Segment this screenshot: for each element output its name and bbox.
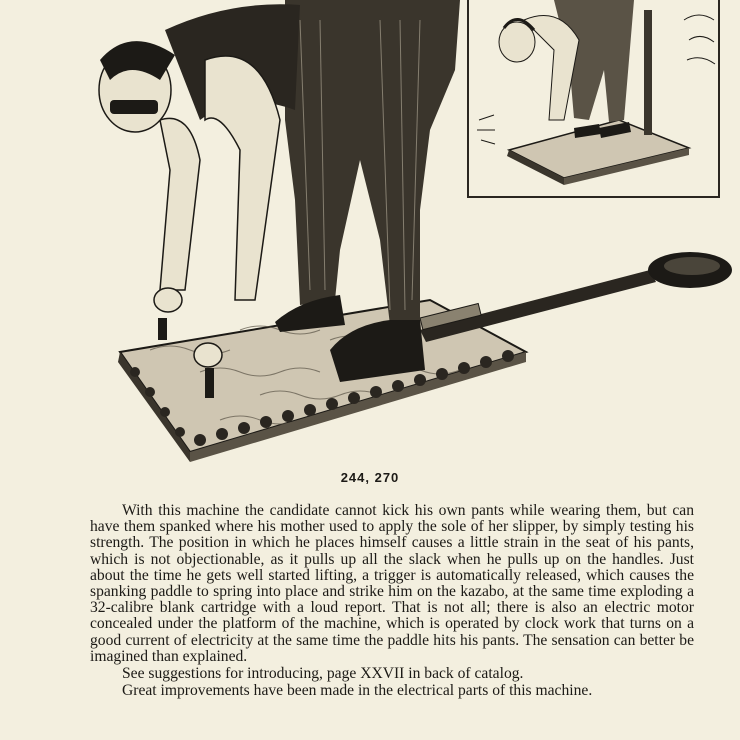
improvement-line: Great improvements have been made in the electrical parts of this machine. (122, 682, 593, 700)
inset-illustration (467, 0, 720, 198)
description-text (90, 503, 694, 699)
inset-man (499, 0, 634, 138)
suggestion-line: See suggestions for introducing, page XXVII in back of catalog. (122, 665, 524, 683)
figure-caption: 244, 270 (340, 470, 400, 485)
main-paragraph: With this machine the candidate cannot kick his own pants while wearing them, but can have them spanked where his mother used to apply the sole of her slipper, by simply testing his strength. The position in which he places himself causes a little strain in the seat of his pants, which is not objectionable, as it pulls up all the slack when he pulls up on the handles. Just about the time he gets well started lifting, a trigger is automatically released, which causes the spanking paddle to spring into place and strike him on the kazabo, at the same time exploding a 32-calibre blank cartridge with a loud report. That is not all; there is also an electric motor concealed under the platform of the machine, which is operated by clock work that turns on a good current of electricity at the same time the paddle hits his pants. The sensation can better be imagined than explained. (90, 502, 694, 665)
paddle (420, 252, 732, 342)
inset-paddle-post (644, 10, 652, 135)
